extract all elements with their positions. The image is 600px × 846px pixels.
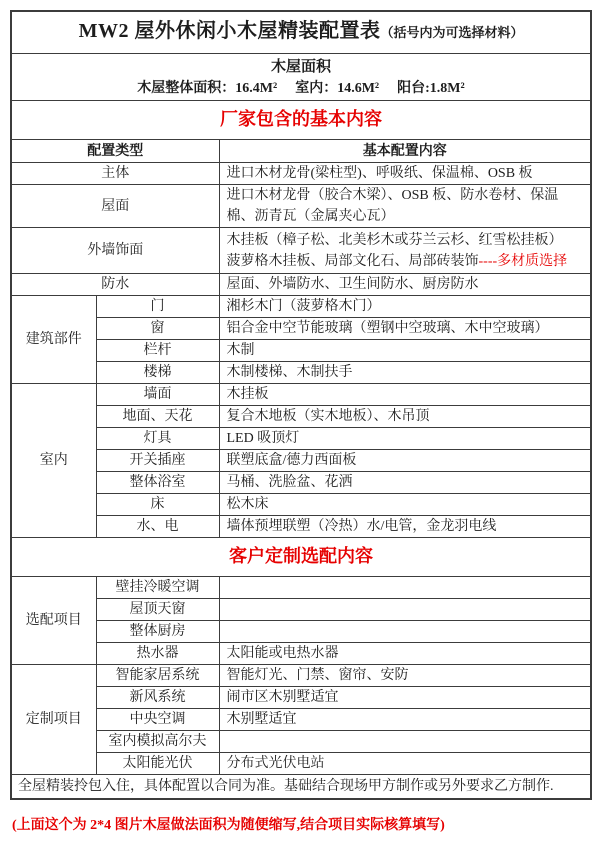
row-label: 屋顶天窗	[96, 599, 219, 621]
table-row	[11, 384, 591, 406]
row-content: 木挂板	[219, 384, 591, 406]
row-content	[219, 577, 591, 599]
row-label: 整体厨房	[96, 621, 219, 643]
row-label: 灯具	[96, 428, 219, 450]
row-label: 窗	[96, 318, 219, 340]
bottom-note: (上面这个为 2*4 图片木屋做法面积为随便缩写,结合项目实际核算填写)	[12, 818, 445, 833]
row-label: 中央空调	[96, 709, 219, 731]
row-label: 外墙饰面	[11, 228, 219, 274]
row-label: 整体浴室	[96, 472, 219, 494]
row-content: 铝合金中空节能玻璃（塑钢中空玻璃、木中空玻璃）	[219, 318, 591, 340]
table-row	[11, 687, 591, 709]
row-label: 主体	[11, 163, 219, 185]
table-row	[11, 599, 591, 621]
table-row	[11, 318, 591, 340]
row-label: 新风系统	[96, 687, 219, 709]
row-content: 木制	[219, 340, 591, 362]
row-content: 墙体预埋联塑（冷热）水/电管，金龙羽电线	[219, 516, 591, 538]
page-title-main: MW2 屋外休闲小木屋精装配置表	[78, 20, 381, 42]
table-row	[11, 406, 591, 428]
area-header: 木屋面积	[271, 58, 332, 75]
row-content-line1: 木挂板（樟子松、北美杉木或芬兰云杉、红雪松挂板）	[226, 232, 563, 248]
row-label: 楼梯	[96, 362, 219, 384]
table-row	[11, 472, 591, 494]
row-label: 开关插座	[96, 450, 219, 472]
row-label: 墙面	[96, 384, 219, 406]
section-header-custom-label: 客户定制选配内容	[229, 545, 374, 566]
page-title-note: （括号内为可选择材料）	[380, 25, 524, 40]
config-table	[10, 10, 592, 800]
table-row	[11, 11, 591, 54]
table-row	[11, 163, 591, 185]
row-content: 进口木材龙骨（胶合木梁）、OSB 板、防水卷材、保温棉、沥青瓦（金属夹心瓦）	[219, 185, 591, 228]
section-header-custom	[11, 538, 591, 577]
table-row	[11, 274, 591, 296]
table-row	[11, 340, 591, 362]
row-label: 门	[96, 296, 219, 318]
footer-note: 全屋精装拎包入住，具体配置以合同为准。基础结合现场甲方制作或另外要求乙方制作.	[11, 775, 591, 800]
table-row	[11, 665, 591, 687]
area-line	[14, 78, 588, 99]
row-content: 智能灯光、门禁、窗帘、安防	[219, 665, 591, 687]
table-row	[11, 54, 591, 101]
row-content: 松木床	[219, 494, 591, 516]
row-label: 太阳能光伏	[96, 753, 219, 775]
row-content	[219, 228, 591, 274]
row-content: 进口木材龙骨(梁柱型)、呼吸纸、保温棉、OSB 板	[219, 163, 591, 185]
row-content: 湘杉木门（菠萝格木门）	[219, 296, 591, 318]
table-row	[11, 538, 591, 577]
row-content-line2-text: 菠萝格木挂板、局部文化石、局部砖装饰	[226, 253, 479, 269]
row-label: 床	[96, 494, 219, 516]
row-label: 地面、天花	[96, 406, 219, 428]
table-row	[11, 296, 591, 318]
row-content	[219, 621, 591, 643]
row-content: 联塑底盒/德力西面板	[219, 450, 591, 472]
row-label: 屋面	[11, 185, 219, 228]
row-label: 壁挂冷暖空调	[96, 577, 219, 599]
table-row	[11, 185, 591, 228]
group-label: 选配项目	[11, 577, 96, 665]
table-row	[11, 228, 591, 274]
row-content: LED 吸顶灯	[219, 428, 591, 450]
area-balcony: 阳台:1.8M²	[397, 80, 465, 96]
row-label: 水、电	[96, 516, 219, 538]
row-content: 木制楼梯、木制扶手	[219, 362, 591, 384]
row-content: 分布式光伏电站	[219, 753, 591, 775]
table-row	[11, 428, 591, 450]
row-content	[219, 731, 591, 753]
group-label: 室内	[11, 384, 96, 538]
table-row	[11, 494, 591, 516]
table-row	[11, 643, 591, 665]
row-content-line2	[227, 251, 584, 272]
page-title	[11, 11, 591, 54]
row-content: 闹市区木别墅适宜	[219, 687, 591, 709]
table-row	[11, 577, 591, 599]
table-row	[11, 775, 591, 800]
area-cell	[11, 54, 591, 101]
group-label: 建筑部件	[11, 296, 96, 384]
area-indoor: 室内：14.6M²	[295, 80, 380, 96]
row-content: 马桶、洗脸盆、花洒	[219, 472, 591, 494]
row-label: 防水	[11, 274, 219, 296]
table-row	[11, 709, 591, 731]
row-content: 太阳能或电热水器	[219, 643, 591, 665]
table-row	[11, 101, 591, 140]
column-header-type: 配置类型	[11, 140, 219, 163]
row-label: 室内模拟高尔夫	[96, 731, 219, 753]
area-total: 木屋整体面积：16.4M²	[137, 80, 278, 96]
table-row	[11, 362, 591, 384]
row-content: 木别墅适宜	[219, 709, 591, 731]
section-header-basic	[11, 101, 591, 140]
row-label: 热水器	[96, 643, 219, 665]
table-row	[11, 621, 591, 643]
table-row	[11, 731, 591, 753]
row-content: 屋面、外墙防水、卫生间防水、厨房防水	[219, 274, 591, 296]
group-label: 定制项目	[11, 665, 96, 775]
table-row	[11, 516, 591, 538]
table-row	[11, 140, 591, 163]
row-content	[219, 599, 591, 621]
row-content-line2-red: ----多材质选择	[478, 253, 568, 269]
column-header-content: 基本配置内容	[219, 140, 591, 163]
section-header-basic-label: 厂家包含的基本内容	[220, 108, 383, 129]
table-row	[11, 753, 591, 775]
row-label: 智能家居系统	[96, 665, 219, 687]
row-content: 复合木地板（实木地板）、木吊顶	[219, 406, 591, 428]
table-row	[11, 450, 591, 472]
row-label: 栏杆	[96, 340, 219, 362]
